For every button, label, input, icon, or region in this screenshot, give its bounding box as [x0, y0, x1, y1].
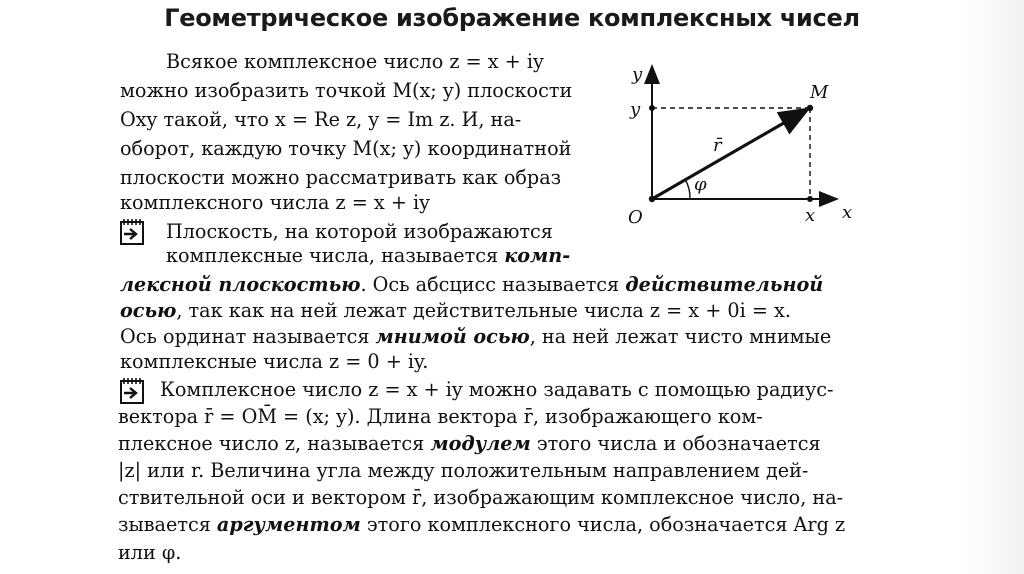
complex-plane-diagram [612, 58, 872, 233]
para1-line-6: комплексного числа z = x + iy [120, 191, 430, 214]
para3-line-2: вектора r̄ = OM̄ = (x; y). Длина вектора r̄, изображающего ком- [118, 405, 763, 428]
y-tick-point [649, 105, 655, 111]
page-edge-shadow [960, 0, 1024, 574]
y-axis-label: y [632, 64, 643, 85]
para2-line-2: комплексные числа, называется комп- [166, 244, 571, 267]
note-arrow-icon [118, 377, 146, 407]
radius-vector [652, 109, 808, 199]
vector-label: r̄ [713, 135, 722, 156]
para3-line-7: или φ. [118, 541, 182, 564]
page-title: Геометрическое изображение комплексных чисел [164, 4, 860, 32]
angle-arc [685, 179, 690, 199]
para1-line-1: Всякое комплексное число z = x + iy [166, 50, 544, 73]
para2-line-4: осью, так как на ней лежат действительные числа z = x + 0i = x. [120, 299, 791, 322]
origin-label: O [628, 207, 643, 228]
para3-line-5: ствительной оси и вектором r̄, изображающим комплексное число, на- [118, 486, 844, 509]
para2-line-3: лексной плоскостью. Ось абсцисс называется действительной [120, 273, 824, 296]
x-axis-label: x [842, 202, 853, 223]
para1-line-4: оборот, каждую точку M(x; y) координатной [120, 137, 572, 160]
para2-line-5: Ось ординат называется мнимой осью, на ней лежат чисто мнимые [120, 325, 832, 348]
note-arrow-icon [118, 218, 146, 248]
para3-line-3: плексное число z, называется модулем этого числа и обозначается [118, 432, 821, 455]
x-tick-point [807, 196, 813, 202]
point-m [807, 105, 813, 111]
para3-line-6: зывается аргументом этого комплексного числа, обозначается Arg z [118, 513, 846, 536]
origin-point [649, 196, 655, 202]
point-m-label: M [810, 82, 829, 103]
x-tick-label: x [805, 205, 816, 226]
para1-line-3: Oxy такой, что x = Re z, y = Im z. И, на- [120, 108, 522, 131]
para1-line-5: плоскости можно рассматривать как образ [120, 166, 562, 189]
y-tick-label: y [630, 99, 641, 120]
para3-line-1: Комплексное число z = x + iy можно задавать с помощью радиус- [160, 378, 834, 401]
para2-line-6: комплексные числа z = 0 + iy. [120, 350, 429, 373]
para1-line-2: можно изобразить точкой M(x; y) плоскости [120, 79, 573, 102]
angle-label: φ [694, 174, 707, 195]
para2-line-1: Плоскость, на которой изображаются [166, 220, 553, 243]
para3-line-4: |z| или r. Величина угла между положительным направлением дей- [118, 459, 809, 482]
